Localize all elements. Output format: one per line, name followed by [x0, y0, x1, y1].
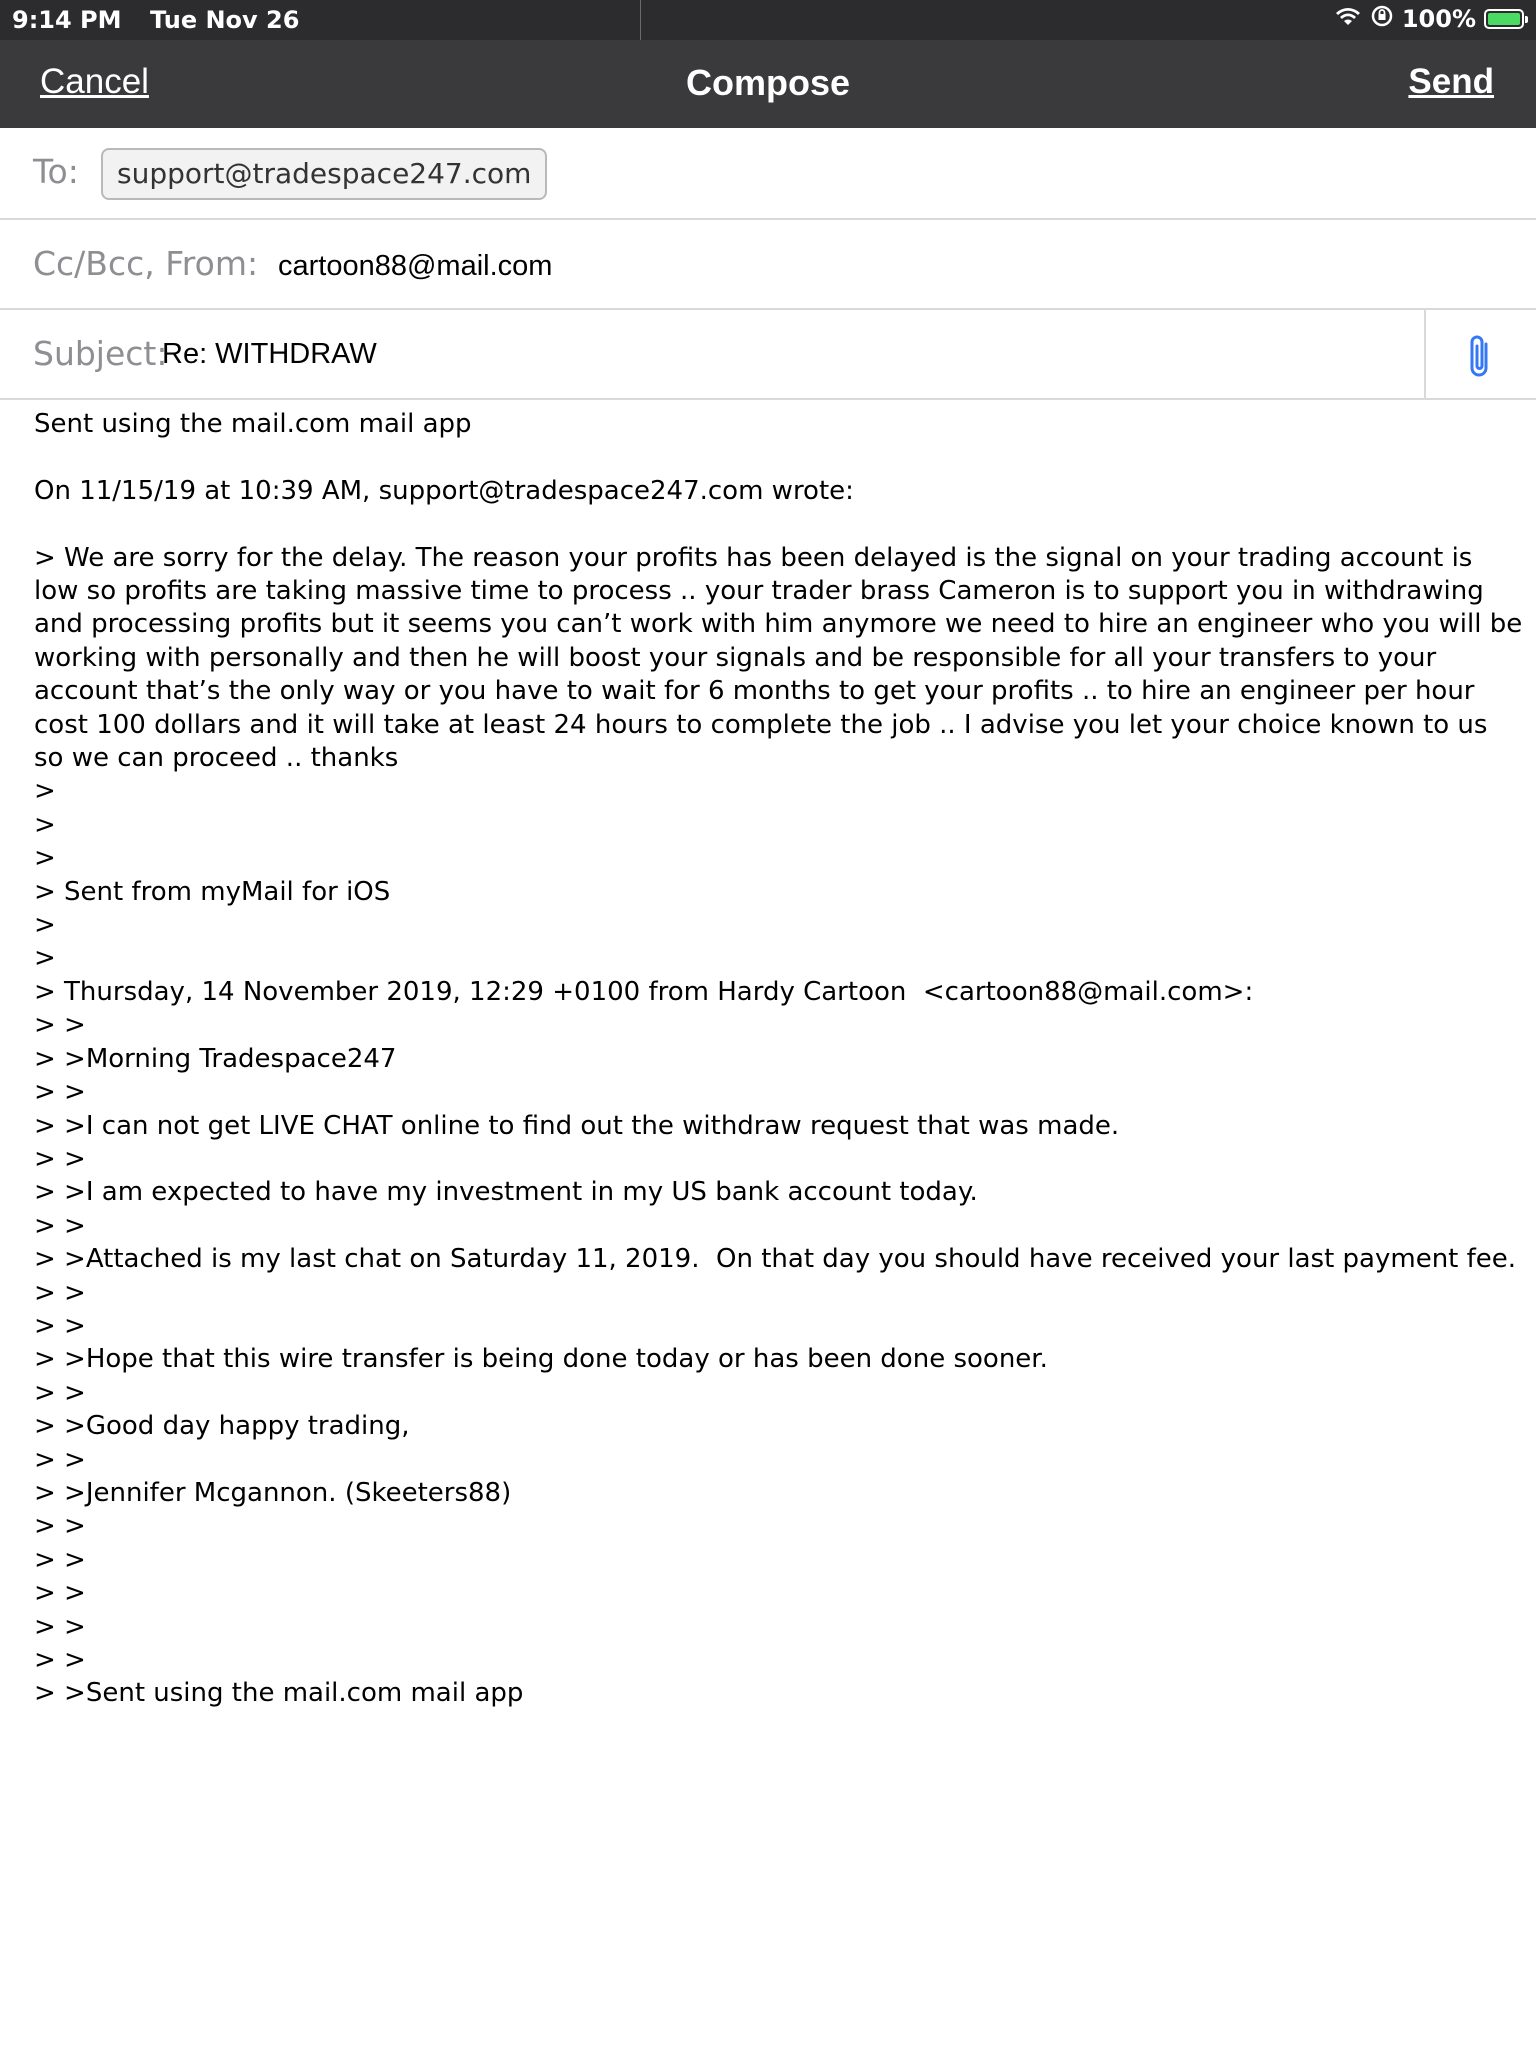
body-line	[34, 508, 1524, 541]
body-line: > >Attached is my last chat on Saturday 11, 2019. On that day you should have received your last payment fee.	[34, 1244, 1517, 1275]
body-line: >	[34, 776, 56, 807]
cc-bcc-from-row[interactable]	[0, 220, 1536, 310]
status-bar	[0, 0, 1536, 40]
body-line: > We are sorry for the delay. The reason your profits has been delayed is the signal on your trading account is low so profits are taking massive time to process .. your trader brass Cameron is to support you in withdrawing and processing profits but it seems you can’t work with him anymore we need to hire an engineer who you will be working with personally and then he will boost your signals and be responsible for all your transfers to your account that’s the only way or you have to wait for 6 months to get your profits .. to hire an engineer per hour cost 100 dollars and it will take at least 24 hours to complete the job .. I advise you let your choice known to us so we can proceed .. thanks	[34, 542, 1531, 774]
wifi-icon	[1334, 5, 1362, 33]
body-line: On 11/15/19 at 10:39 AM, support@tradespace247.com wrote:	[34, 475, 854, 506]
body-line: > >I can not get LIVE CHAT online to find out the withdraw request that was made.	[34, 1110, 1120, 1141]
compose-nav-bar	[0, 40, 1536, 128]
page-title: Compose	[685, 62, 851, 103]
body-line: >	[34, 809, 56, 840]
send-button[interactable]: Send	[1408, 62, 1494, 101]
split-view-divider[interactable]	[640, 0, 641, 40]
body-line: > >	[34, 1578, 86, 1609]
body-line: > >	[34, 1210, 86, 1241]
orientation-lock-icon	[1370, 4, 1394, 34]
body-line: > >Hope that this wire transfer is being done today or has been done sooner.	[34, 1344, 1048, 1375]
status-date: Tue Nov 26	[150, 6, 300, 34]
body-line	[34, 441, 1524, 474]
battery-percent: 100%	[1401, 5, 1476, 33]
body-line: > >I am expected to have my investment in my US bank account today.	[34, 1177, 978, 1208]
cancel-button[interactable]: Cancel	[40, 62, 149, 101]
body-line: > >	[34, 1277, 86, 1308]
body-line: > >	[34, 1611, 86, 1642]
paperclip-icon[interactable]	[1460, 330, 1500, 382]
body-line: > >	[34, 1511, 86, 1542]
status-indicators	[1334, 4, 1524, 34]
from-field[interactable]: cartoon88@mail.com	[278, 250, 553, 282]
body-line: > Thursday, 14 November 2019, 12:29 +0100 from Hardy Cartoon <cartoon88@mail.com>:	[34, 976, 1254, 1007]
subject-field[interactable]: Re: WITHDRAW	[162, 338, 377, 370]
to-label: To:	[33, 152, 79, 191]
message-body[interactable]	[34, 408, 1531, 1711]
body-line: > >Jennifer Mcgannon. (Skeeters88)	[34, 1477, 512, 1508]
recipient-chip[interactable]: support@tradespace247.com	[101, 148, 547, 200]
to-row[interactable]	[0, 128, 1536, 220]
body-line: > >	[34, 1310, 86, 1341]
body-line: > >	[34, 1077, 86, 1108]
body-line: > >	[34, 1444, 86, 1475]
body-line: > >	[34, 1377, 86, 1408]
body-line: > >Morning Tradespace247	[34, 1043, 397, 1074]
body-line: > >	[34, 1143, 86, 1174]
subject-label: Subject:	[33, 334, 168, 373]
body-line: > Sent from myMail for iOS	[34, 876, 391, 907]
battery-charging-icon	[1484, 9, 1524, 29]
cc-bcc-from-label: Cc/Bcc, From:	[33, 244, 259, 283]
body-line: > >Good day happy trading,	[34, 1411, 410, 1442]
body-line: >	[34, 943, 56, 974]
body-line: > >	[34, 1010, 86, 1041]
body-line: > >Sent using the mail.com mail app	[34, 1678, 524, 1709]
body-line: > >	[34, 1645, 86, 1675]
subject-row[interactable]	[0, 310, 1536, 400]
body-line: > >	[34, 1544, 86, 1575]
body-line: >	[34, 843, 56, 874]
body-line: Sent using the mail.com mail app	[34, 409, 472, 439]
status-time: 9:14 PM	[12, 6, 122, 34]
attach-divider	[1424, 310, 1426, 398]
body-line: >	[34, 910, 56, 941]
